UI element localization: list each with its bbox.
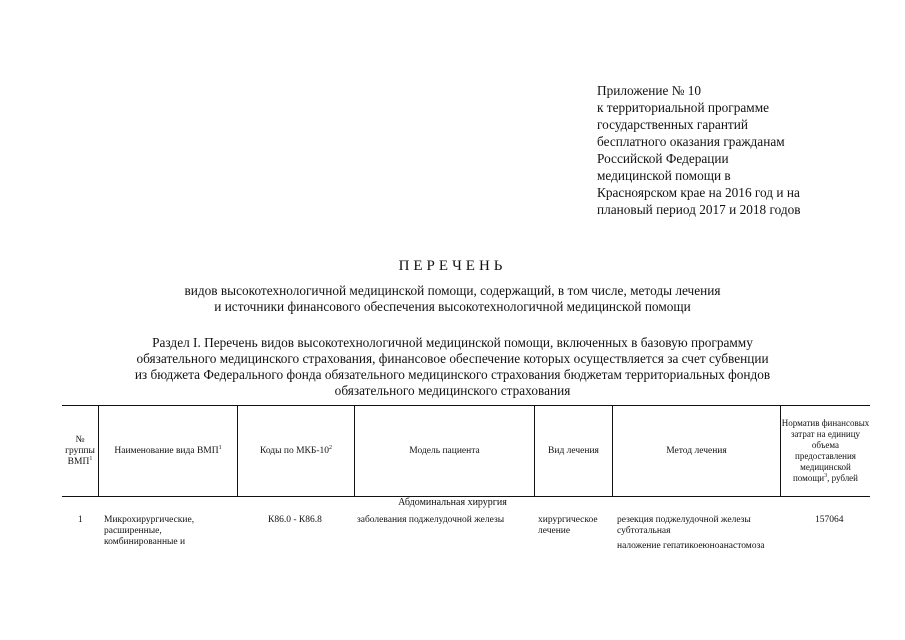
document-title: ПЕРЕЧЕНЬ — [398, 258, 507, 274]
appendix-line: плановый период 2017 и 2018 годов — [597, 202, 801, 217]
section-line: Раздел I. Перечень видов высокотехнологичной медицинской помощи, включенных в базовую программу — [152, 335, 753, 350]
subtitle-line: видов высокотехнологичной медицинской помощи, содержащий, в том числе, методы лечения — [184, 283, 721, 298]
table-header — [62, 405, 870, 497]
header-name-text: Наименование вида ВМП — [114, 445, 219, 456]
footnote-mark: 1 — [218, 444, 222, 451]
header-method — [613, 406, 780, 496]
document-subtitle — [0, 283, 905, 315]
header-method-text: Метод лечения — [666, 445, 727, 456]
row-icd: К86.0 - К86.8 — [268, 515, 322, 525]
header-norm — [781, 406, 870, 496]
row-model: заболевания поджелудочной железы — [357, 515, 505, 525]
footnote-mark: 3 — [824, 473, 828, 479]
subtitle-line: и источники финансового обеспечения высокотехнологичной медицинской помощи — [214, 299, 691, 314]
appendix-line: Красноярском крае на 2016 год и на — [597, 185, 800, 200]
header-icd-text: Коды по МКБ-10 — [259, 445, 330, 456]
header-name — [99, 406, 237, 496]
header-norm-tail: , рублей — [827, 473, 858, 483]
header-model — [355, 406, 534, 496]
section-line: обязательного медицинского страхования — [334, 383, 571, 398]
row-norm: 157064 — [815, 515, 844, 525]
header-group-no-text: № группы ВМП — [65, 434, 95, 467]
footnote-mark: 1 — [89, 455, 93, 462]
header-model-text: Модель пациента — [409, 445, 480, 456]
row-method-1: резекция поджелудочной железы субтотальная — [617, 515, 751, 536]
section-line: из бюджета Федерального фонда обязательного медицинского страхования бюджетам территориальных фондов — [134, 367, 771, 382]
header-norm-text: Норматив финансовых затрат на единицу объема предоставления медицинской помощи — [781, 418, 870, 483]
appendix-line: государственных гарантий — [597, 117, 748, 132]
appendix-line: Российской Федерации — [597, 151, 729, 166]
row-name: Микрохирургические, расширенные, комбинированные и — [104, 515, 195, 547]
header-group-no — [62, 406, 98, 496]
appendix-line: Приложение № 10 — [597, 83, 701, 98]
appendix-line: медицинской помощи в — [597, 168, 731, 183]
footnote-mark: 2 — [329, 444, 333, 451]
row-number: 1 — [78, 515, 83, 525]
header-icd — [238, 406, 354, 496]
row-treatment-type: хирургическое лечение — [538, 515, 598, 536]
section-line: обязательного медицинского страхования, финансовое обеспечение которых осуществляется за счет субвенции — [136, 351, 769, 366]
appendix-line: к территориальной программе — [597, 100, 770, 115]
group-title: Абдоминальная хирургия — [398, 497, 507, 508]
header-treatment-type-text: Вид лечения — [548, 445, 599, 456]
row-method-2: наложение гепатикоеюноанастомоза — [617, 541, 765, 551]
appendix-header — [597, 82, 887, 218]
header-treatment-type — [535, 406, 612, 496]
appendix-line: бесплатного оказания гражданам — [597, 134, 785, 149]
section-heading — [0, 335, 905, 399]
